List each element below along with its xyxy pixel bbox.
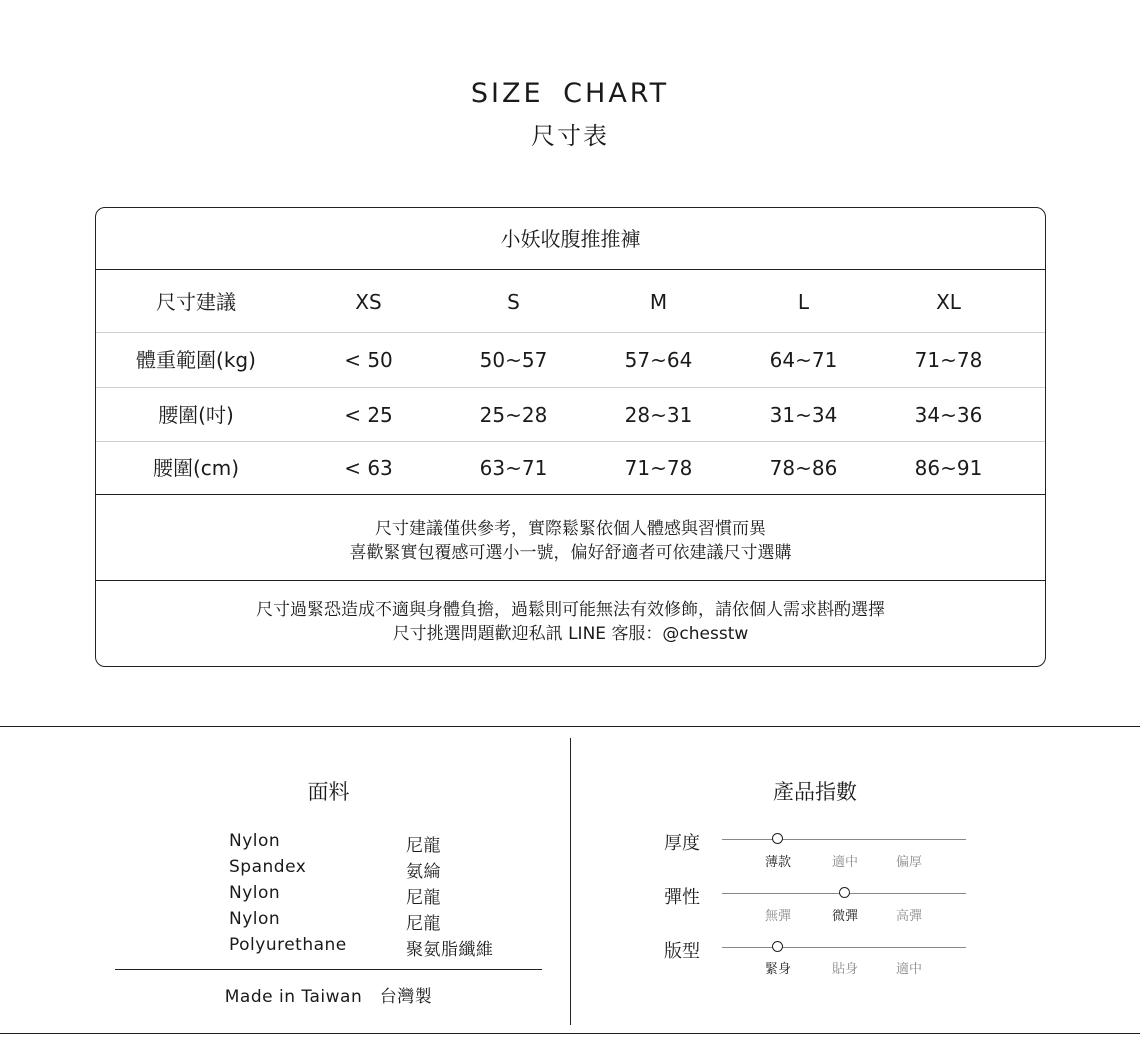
note-line: 尺寸挑選問題歡迎私訊 LINE 客服：@chesstw: [392, 624, 749, 644]
size-s: S: [507, 290, 520, 314]
size-header-row: [96, 271, 1045, 333]
index-label-elasticity: 彈性: [664, 887, 700, 908]
table-cell: 31~34: [769, 403, 838, 427]
index-option: 偏厚: [895, 855, 922, 870]
fabric-material: Polyurethane: [229, 935, 347, 955]
table-cell: 63~71: [479, 456, 548, 480]
row-label: 腰圍(吋): [158, 403, 234, 427]
index-marker: [839, 887, 850, 898]
fabric-material: Nylon: [229, 883, 281, 903]
index-option: 適中: [895, 962, 922, 977]
table-row: [96, 442, 1045, 495]
index-label-thickness: 厚度: [664, 833, 700, 854]
divider: [0, 1033, 1140, 1034]
fabric-material-zh: 尼龍: [406, 836, 441, 856]
fabric-title: 面料: [307, 780, 350, 804]
table-cell: 25~28: [479, 403, 548, 427]
index-option: 薄款: [764, 855, 791, 870]
size-l: L: [797, 290, 810, 314]
index-label-fit: 版型: [664, 941, 700, 962]
size-xl: XL: [936, 290, 961, 314]
row-label: 腰圍(cm): [152, 456, 240, 480]
table-cell: < 25: [344, 403, 393, 427]
table-cell: 28~31: [624, 403, 693, 427]
table-cell: 57~64: [624, 348, 693, 372]
table-row: [96, 333, 1045, 388]
size-advice-note: [96, 517, 1045, 565]
divider: [0, 726, 1140, 727]
index-option: 貼身: [831, 962, 858, 977]
contact-note: [96, 598, 1045, 646]
fabric-material-zh: 聚氨脂纖維: [406, 940, 494, 960]
table-cell: 78~86: [769, 456, 838, 480]
size-m: M: [649, 290, 668, 314]
fabric-material-zh: 氨綸: [406, 862, 441, 882]
made-in: Made in Taiwan 台灣製: [224, 987, 433, 1007]
table-cell: 86~91: [914, 456, 983, 480]
fabric-material-zh: 尼龍: [406, 914, 441, 934]
index-option: 高彈: [895, 909, 922, 924]
table-cell: 71~78: [914, 348, 983, 372]
table-cell: < 63: [344, 456, 393, 480]
product-index-title: 產品指數: [773, 780, 857, 804]
note-line: 尺寸建議僅供參考，實際鬆緊依個人體感與習慣而異: [375, 519, 766, 539]
fabric-material: Nylon: [229, 831, 281, 851]
index-marker: [772, 941, 783, 952]
index-track: [722, 947, 966, 948]
corner-label: 尺寸建議: [156, 290, 236, 314]
product-name: 小妖收腹推推褲: [96, 208, 1045, 270]
size-chart-subtitle: 尺寸表: [531, 122, 609, 150]
fabric-material-zh: 尼龍: [406, 888, 441, 908]
index-option: 緊身: [764, 962, 791, 977]
table-row: [96, 388, 1045, 442]
divider: [115, 969, 542, 970]
divider: [96, 580, 1045, 581]
index-option: 無彈: [764, 909, 791, 924]
index-option: 適中: [831, 855, 858, 870]
divider: [570, 738, 571, 1025]
table-cell: 50~57: [479, 348, 548, 372]
table-cell: 71~78: [624, 456, 693, 480]
fabric-material: Nylon: [229, 909, 281, 929]
size-table: [95, 207, 1046, 667]
index-marker: [772, 833, 783, 844]
index-track: [722, 839, 966, 840]
size-xs: XS: [355, 290, 382, 314]
table-cell: 64~71: [769, 348, 838, 372]
index-option: 微彈: [831, 909, 858, 924]
note-line: 尺寸過緊恐造成不適與身體負擔，過鬆則可能無法有效修飾，請依個人需求斟酌選擇: [256, 600, 885, 620]
fabric-material: Spandex: [229, 857, 307, 877]
table-cell: < 50: [344, 348, 393, 372]
table-cell: 34~36: [914, 403, 983, 427]
row-label: 體重範圍(kg): [136, 348, 256, 372]
note-line: 喜歡緊實包覆感可選小一號，偏好舒適者可依建議尺寸選購: [349, 543, 792, 563]
size-chart-title: SIZE CHART: [470, 78, 670, 109]
